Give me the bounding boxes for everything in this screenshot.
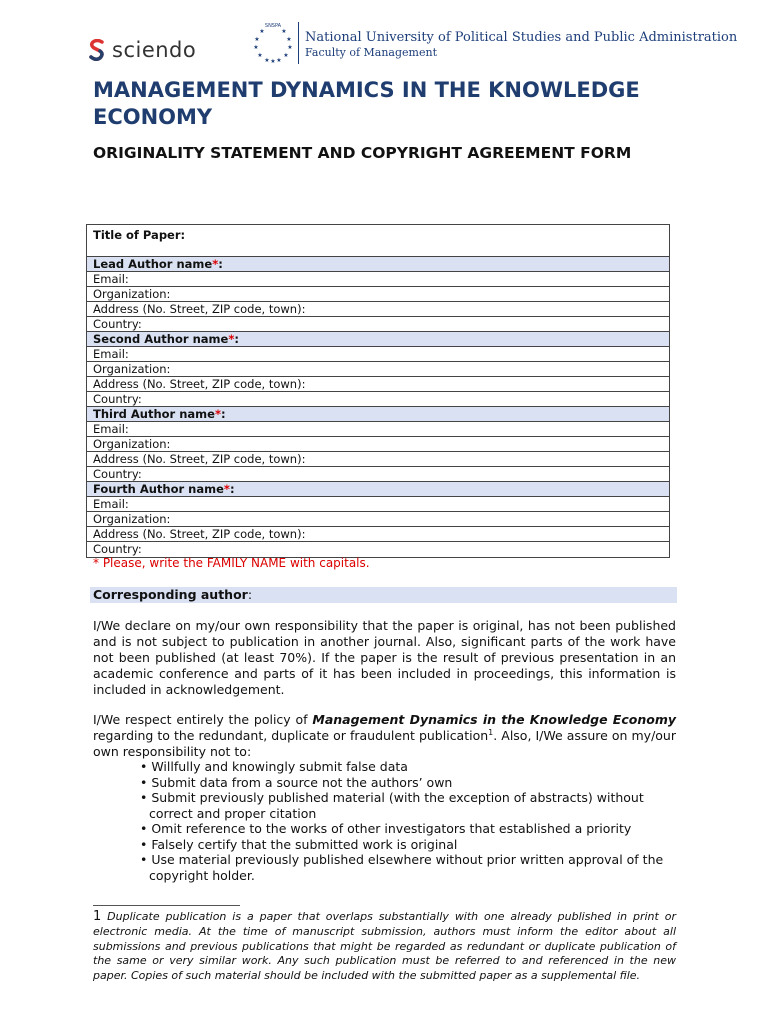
second-author-country-field[interactable]: Country: [87, 392, 669, 407]
policy-statement: I/We respect entirely the policy of Management Dynamics in the Knowledge Economy regarding to the redundant, duplicate or fraudulent publication$^1$. Also, I/We assure on my/our own responsibility not to: [93, 712, 677, 759]
publisher-name: sciendo [112, 38, 197, 62]
third-author-address-field[interactable]: Address (No. Street, ZIP code, town): [87, 452, 669, 467]
lead-author-name-field[interactable]: Lead Author name*: [87, 257, 669, 272]
paper-title-field[interactable]: Title of Paper: [87, 225, 669, 257]
originality-declaration: I/We declare on my/our own responsibility that the paper is original, has not been published and is not subject to publication in another journal. Also, significant parts of the work have not been published (at least 70%). If the paper is the result of previous presentation in an academic conference and parts of it has been included in proceedings, this information is included in acknowledgement. [93, 618, 676, 697]
family-name-note: * Please, write the FAMILY NAME with capitals. [93, 556, 370, 570]
page-header [0, 0, 770, 80]
fourth-author-email-field[interactable]: Email: [87, 497, 669, 512]
sciendo-s-icon [88, 39, 106, 61]
seal-text: SNSPA [264, 23, 282, 29]
list-item: • Omit reference to the works of other investigators that established a priority [140, 821, 632, 836]
form-title: ORIGINALITY STATEMENT AND COPYRIGHT AGREEMENT FORM [93, 144, 632, 162]
svg-text:★: ★ [253, 44, 259, 51]
third-author-email-field[interactable]: Email: [87, 422, 669, 437]
fourth-author-country-field[interactable]: Country: [93, 542, 142, 556]
fourth-author-address-field[interactable]: Address (No. Street, ZIP code, town): [87, 527, 669, 542]
footnote [93, 910, 676, 984]
lead-author-organization-field[interactable]: Organization: [87, 287, 669, 302]
second-author-address-field[interactable]: Address (No. Street, ZIP code, town): [87, 377, 669, 392]
university-logo [252, 22, 737, 64]
footnote-number: 1 [93, 909, 102, 924]
svg-text:★: ★ [259, 28, 265, 35]
fourth-author-name-field[interactable]: Fourth Author name*: [87, 482, 669, 497]
svg-text:★: ★ [270, 58, 276, 64]
footnote-text: Duplicate publication is a paper that overlaps substantially with one already published in print or electronic media. At the time of manuscript submission, authors must inform the editor about all submissions and previous publications that might be regarded as redundant or duplicate publication of the same or very similar work. Any such publication must be referred to and referenced in the new paper. Copies of such material should be included with the submitted paper as a supplemental file. [93, 910, 676, 983]
lead-author-email-field[interactable]: Email: [87, 272, 669, 287]
svg-text:★: ★ [276, 57, 282, 64]
second-author-name-field[interactable]: Second Author name*: [87, 332, 669, 347]
footnote-divider [93, 905, 240, 906]
list-item: • Submit previously published material (with the exception of abstracts) without correct and proper citation [140, 790, 644, 821]
third-author-organization-field[interactable]: Organization: [87, 437, 669, 452]
assurance-list [140, 759, 680, 883]
list-item: • Submit data from a source not the authors’ own [140, 774, 453, 790]
list-item: • Use material previously published elsewhere without prior written approval of the copyright holder. [140, 852, 664, 883]
svg-text:★: ★ [281, 28, 287, 35]
lead-author-country-field[interactable]: Country: [87, 317, 669, 332]
list-item: • Willfully and knowingly submit false data [140, 759, 408, 774]
svg-text:★: ★ [283, 52, 289, 59]
list-item: • Falsely certify that the submitted work is original [140, 836, 458, 852]
corresponding-author-field[interactable]: Corresponding author: [90, 587, 677, 603]
third-author-country-field[interactable]: Country: [87, 467, 669, 482]
journal-name-inline: Management Dynamics in the Knowledge Economy [312, 712, 677, 727]
second-author-email-field[interactable]: Email: [87, 347, 669, 362]
third-author-name-field[interactable]: Third Author name*: [87, 407, 669, 422]
svg-text:★: ★ [287, 44, 293, 51]
faculty-name: Faculty of Management [305, 46, 437, 59]
sciendo-logo [88, 38, 196, 62]
lead-author-address-field[interactable]: Address (No. Street, ZIP code, town): [87, 302, 669, 317]
fourth-author-organization-field[interactable]: Organization: [87, 512, 669, 527]
footnote-ref: 1 [488, 727, 494, 737]
journal-title: MANAGEMENT DYNAMICS IN THE KNOWLEDGE ECONOMY [93, 78, 640, 129]
university-seal-icon [252, 22, 294, 64]
svg-text:★: ★ [257, 52, 263, 59]
svg-text:★: ★ [254, 36, 260, 43]
logo-divider [298, 22, 299, 64]
second-author-organization-field[interactable]: Organization: [87, 362, 669, 377]
svg-text:★: ★ [286, 36, 292, 43]
svg-text:★: ★ [264, 57, 270, 64]
author-info-table [86, 224, 670, 558]
university-name: National University of Political Studies and Public Administration [305, 30, 738, 45]
